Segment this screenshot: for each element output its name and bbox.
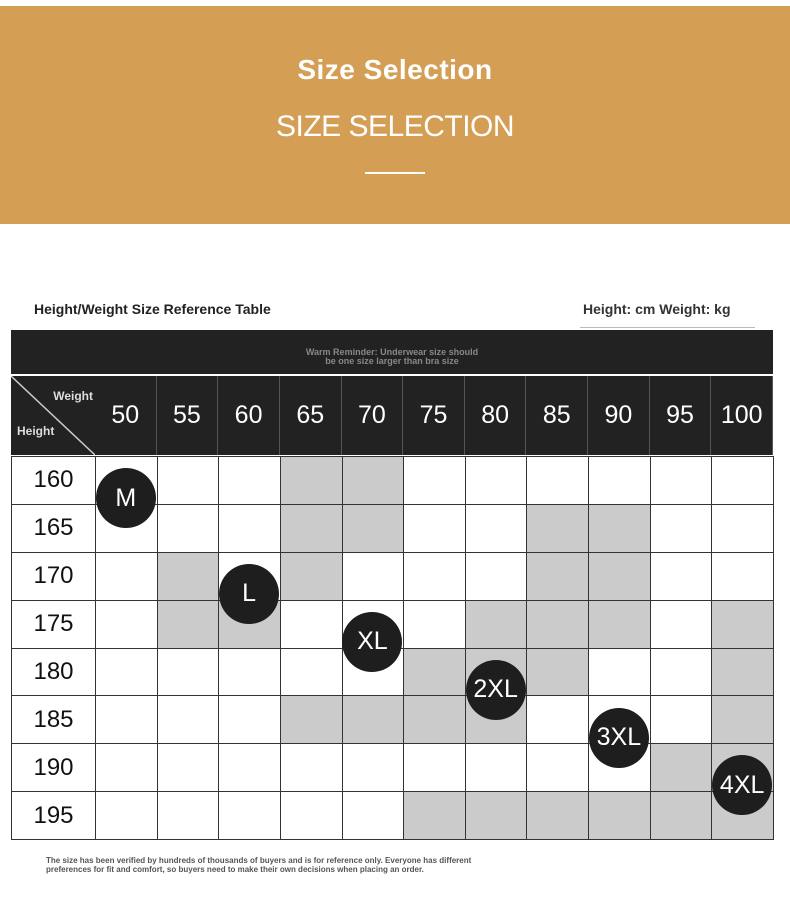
weight-header-80: 80 [465,376,527,455]
grid-cell [403,552,466,601]
grid-cell [280,791,343,840]
grid-cell [526,743,589,792]
grid-cell [157,552,220,601]
grid-cell [157,695,220,744]
banner-divider [365,172,425,174]
grid-cell [711,648,774,697]
grid-cell [650,648,713,697]
grid-cell [465,743,528,792]
corner-header [11,376,95,455]
grid-cell [280,695,343,744]
grid-cell [403,456,466,505]
grid-cell [526,504,589,553]
reminder-bar [11,330,773,374]
grid-cell [465,504,528,553]
grid-cell [218,791,281,840]
reminder-line-2: be one size larger than bra size [325,356,459,366]
footnote-line-2: preferences for fit and comfort, so buyers need to make their own decisions when placing an order. [46,865,424,874]
grid-cell [342,791,405,840]
weight-header-75: 75 [403,376,465,455]
size-badge-2xl: 2XL [466,660,526,720]
height-label-170: 170 [11,552,96,601]
size-badge-4xl: 4XL [712,755,772,815]
grid-cell [588,648,651,697]
grid-cell [711,695,774,744]
grid-cell [157,504,220,553]
table-title: Height/Weight Size Reference Table [34,301,271,317]
size-badge-m: M [96,468,156,528]
grid-cell [526,552,589,601]
corner-diagonal [11,376,95,455]
grid-cell [711,600,774,649]
grid-cell [342,695,405,744]
weight-header-60: 60 [218,376,280,455]
grid-cell [218,743,281,792]
grid-cell [650,600,713,649]
height-label-190: 190 [11,743,96,792]
grid-cell [280,743,343,792]
height-label-160: 160 [11,456,96,505]
footnote [46,856,746,874]
reminder-text [11,348,773,366]
grid-cell [650,743,713,792]
grid-cell [157,600,220,649]
grid-cell [650,504,713,553]
height-label-185: 185 [11,695,96,744]
corner-height-label: Height [17,424,55,438]
grid-cell [403,648,466,697]
grid-cell [280,456,343,505]
grid-cell [95,600,158,649]
grid-cell [403,695,466,744]
height-label-175: 175 [11,600,96,649]
grid-cell [95,743,158,792]
grid-cell [280,504,343,553]
grid-cell [280,648,343,697]
size-badge-xl: XL [342,612,402,672]
grid-cell [403,743,466,792]
height-label-180: 180 [11,648,96,697]
grid-cell [465,791,528,840]
corner-weight-label: Weight [53,389,93,403]
grid-cell [280,552,343,601]
grid-cell [95,791,158,840]
grid-cell [342,552,405,601]
grid-cell [711,552,774,601]
grid-cell [95,695,158,744]
weight-header-65: 65 [280,376,342,455]
weight-header-70: 70 [342,376,404,455]
banner-subtitle: SIZE SELECTION [275,110,515,143]
weight-header-90: 90 [588,376,650,455]
grid-cell [157,456,220,505]
grid-cell [588,791,651,840]
grid-cell [650,695,713,744]
grid-cell [588,504,651,553]
grid-cell [403,791,466,840]
grid-cell [403,600,466,649]
grid-cell [588,600,651,649]
reminder-line-1: Warm Reminder: Underwear size should [305,347,479,357]
grid-cell [157,648,220,697]
grid-cell [465,552,528,601]
grid-cell [588,552,651,601]
grid-cell [218,695,281,744]
footnote-line-1: The size has been verified by hundreds of thousands of buyers and is for reference only. Everyone has different [46,856,472,865]
grid-cell [157,791,220,840]
banner-title: Size Selection [297,54,493,85]
grid-cell [465,456,528,505]
weight-header-50: 50 [95,376,157,455]
grid-cell [650,791,713,840]
grid-cell [526,791,589,840]
grid-cell [526,456,589,505]
grid-cell [342,456,405,505]
grid-cell [403,504,466,553]
grid-cell [218,648,281,697]
grid-cell [465,600,528,649]
height-label-165: 165 [11,504,96,553]
weight-header-55: 55 [157,376,219,455]
grid-cell [650,552,713,601]
grid-cell [218,504,281,553]
height-label-195: 195 [11,791,96,840]
weight-header-85: 85 [526,376,588,455]
grid-cell [711,504,774,553]
grid-cell [95,552,158,601]
grid-cell [711,456,774,505]
grid-cell [342,743,405,792]
grid-cell [280,600,343,649]
units-underline [580,327,755,328]
grid-cell [157,743,220,792]
weight-header-100: 100 [711,376,773,455]
grid-cell [95,648,158,697]
grid-cell [650,456,713,505]
units-label: Height: cm Weight: kg [583,301,731,317]
size-badge-l: L [219,564,279,624]
grid-cell [526,648,589,697]
header-banner [0,6,790,224]
grid-cell [342,504,405,553]
size-badge-3xl: 3XL [589,708,649,768]
grid-cell [218,456,281,505]
weight-header-95: 95 [650,376,712,455]
grid-cell [588,456,651,505]
grid-cell [526,600,589,649]
grid-cell [526,695,589,744]
